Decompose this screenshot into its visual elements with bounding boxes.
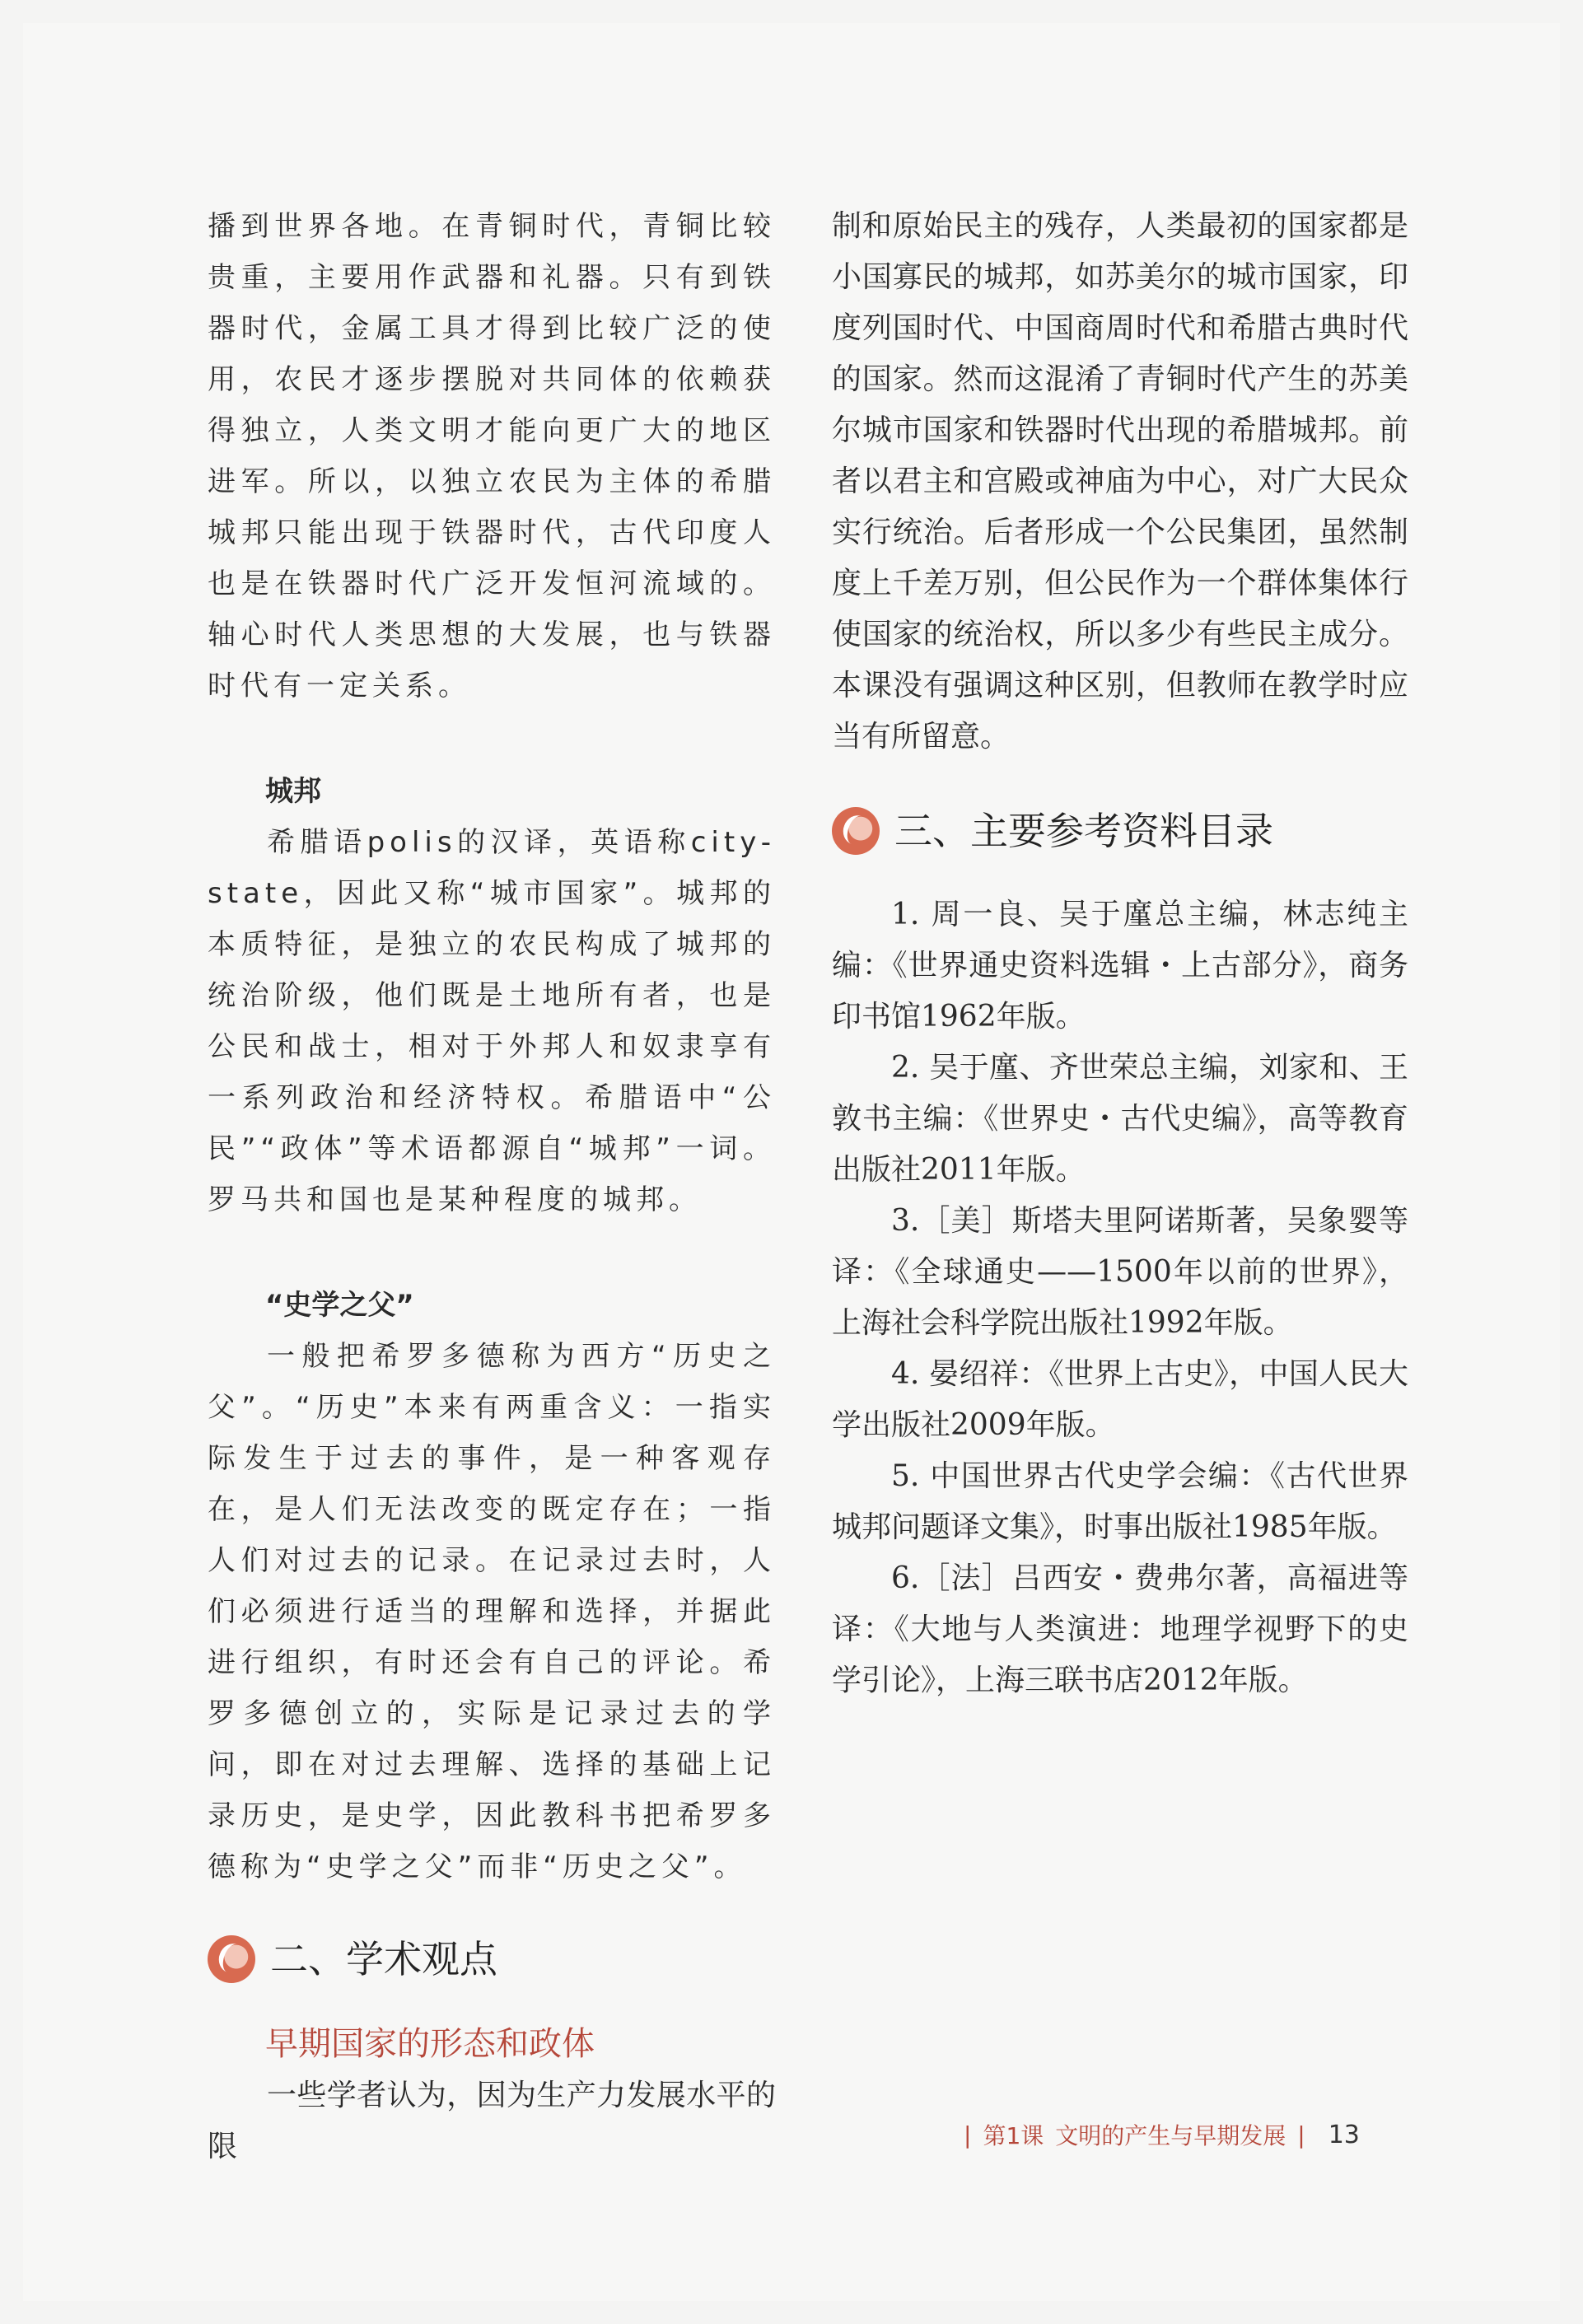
right-column — [832, 201, 1408, 1706]
reference-item: 2. 吴于廑、齐世荣总主编，刘家和、王敦书主编：《世界史・古代史编》，高等教育出版社2011年版。 — [832, 1051, 1408, 1187]
reference-item: 1. 周一良、吴于廑总主编，林志纯主编：《世界通史资料选辑・上古部分》，商务印书馆1962年版。 — [832, 898, 1408, 1034]
section-bullet-icon — [208, 1935, 255, 1983]
page-footer — [964, 2118, 1425, 2151]
reference-item: 5. 中国世界古代史学会编：《古代世界城邦问题译文集》，时事出版社1985年版。 — [832, 1459, 1408, 1544]
footer-divider: | — [964, 2121, 972, 2149]
left-paragraph-1: 播到世界各地。在青铜时代，青铜比较贵重，主要用作武器和礼器。只有到铁器时代，金属工具才得到比较广泛的使用，农民才逐步摆脱对共同体的依赖获得独立，人类文明才能向更广大的地区进军。所以，以独立农民为主体的希腊城邦只能出现于铁器时代，古代印度人也是在铁器时代广泛开发恒河流域的。轴心时代人类思想的大发展，也与铁器时代有一定关系。 — [208, 210, 776, 702]
left-column — [208, 201, 776, 2172]
father-of-history-paragraph: 一般把希罗多德称为西方“历史之父”。“历史”本来有两重含义：一指实际发生于过去的事件，是一种客观存在，是人们无法改变的既定存在；一指人们对过去的记录。在记录过去时，人们必须进行适当的理解和选择，并据此进行组织，有时还会有自己的评论。希罗多德创立的，实际是记录过去的学问，即在对过去理解、选择的基础上记录历史，是史学，因此教科书把希罗多德称为“史学之父”而非“历史之父”。 — [208, 1340, 776, 1883]
right-paragraph-1: 制和原始民主的残存，人类最初的国家都是小国寡民的城邦，如苏美尔的城市国家，印度列国时代、中国商周时代和希腊古典时代的国家。然而这混淆了青铜时代产生的苏美尔城市国家和铁器时代出现的希腊城邦。前者以君主和宫殿或神庙为中心，对广大民众实行统治。后者形成一个公民集团，虽然制度上千差万别，但公民作为一个群体集体行使国家的统治权，所以多少有些民主成分。本课没有强调这种区别，但教师在教学时应当有所留意。 — [832, 209, 1408, 754]
page-number: 13 — [1328, 2120, 1360, 2149]
footer-lesson: 第1课 — [983, 2122, 1044, 2149]
term-father-of-history: “史学之父” — [265, 1289, 414, 1322]
section-2-title: 二、学术观点 — [270, 1937, 497, 1981]
section-2-heading — [208, 1934, 776, 1985]
section-bullet-icon — [832, 807, 880, 855]
reference-item: 4. 晏绍祥：《世界上古史》，中国人民大学出版社2009年版。 — [832, 1357, 1408, 1442]
reference-item: 6.［法］吕西安・费弗尔著，高福进等译：《大地与人类演进：地理学视野下的史学引论》，上海三联书店2012年版。 — [832, 1561, 1408, 1697]
city-state-paragraph: 希腊语polis的汉译，英语称city-state，因此又称“城市国家”。城邦的本质特征，是独立的农民构成了城邦的统治阶级，他们既是土地所有者，也是公民和战士，相对于外邦人和奴隶享有一系列政治和经济特权。希腊语中“公民”“政体”等术语都源自“城邦”一词。罗马共和国也是某种程度的城邦。 — [208, 826, 776, 1216]
footer-title: 文明的产生与早期发展 — [1055, 2122, 1286, 2149]
term-city-state: 城邦 — [265, 775, 321, 808]
reference-item: 3.［美］斯塔夫里阿诺斯著，吴象婴等译：《全球通史——1500年以前的世界》，上海社会科学院出版社1992年版。 — [832, 1204, 1408, 1340]
early-states-paragraph: 一些学者认为，因为生产力发展水平的限 — [208, 2079, 776, 2163]
early-states-subheading: 早期国家的形态和政体 — [265, 2025, 595, 2063]
footer-divider: | — [1297, 2121, 1305, 2149]
section-3-title: 三、主要参考资料目录 — [894, 809, 1273, 853]
section-3-heading — [832, 805, 1408, 856]
